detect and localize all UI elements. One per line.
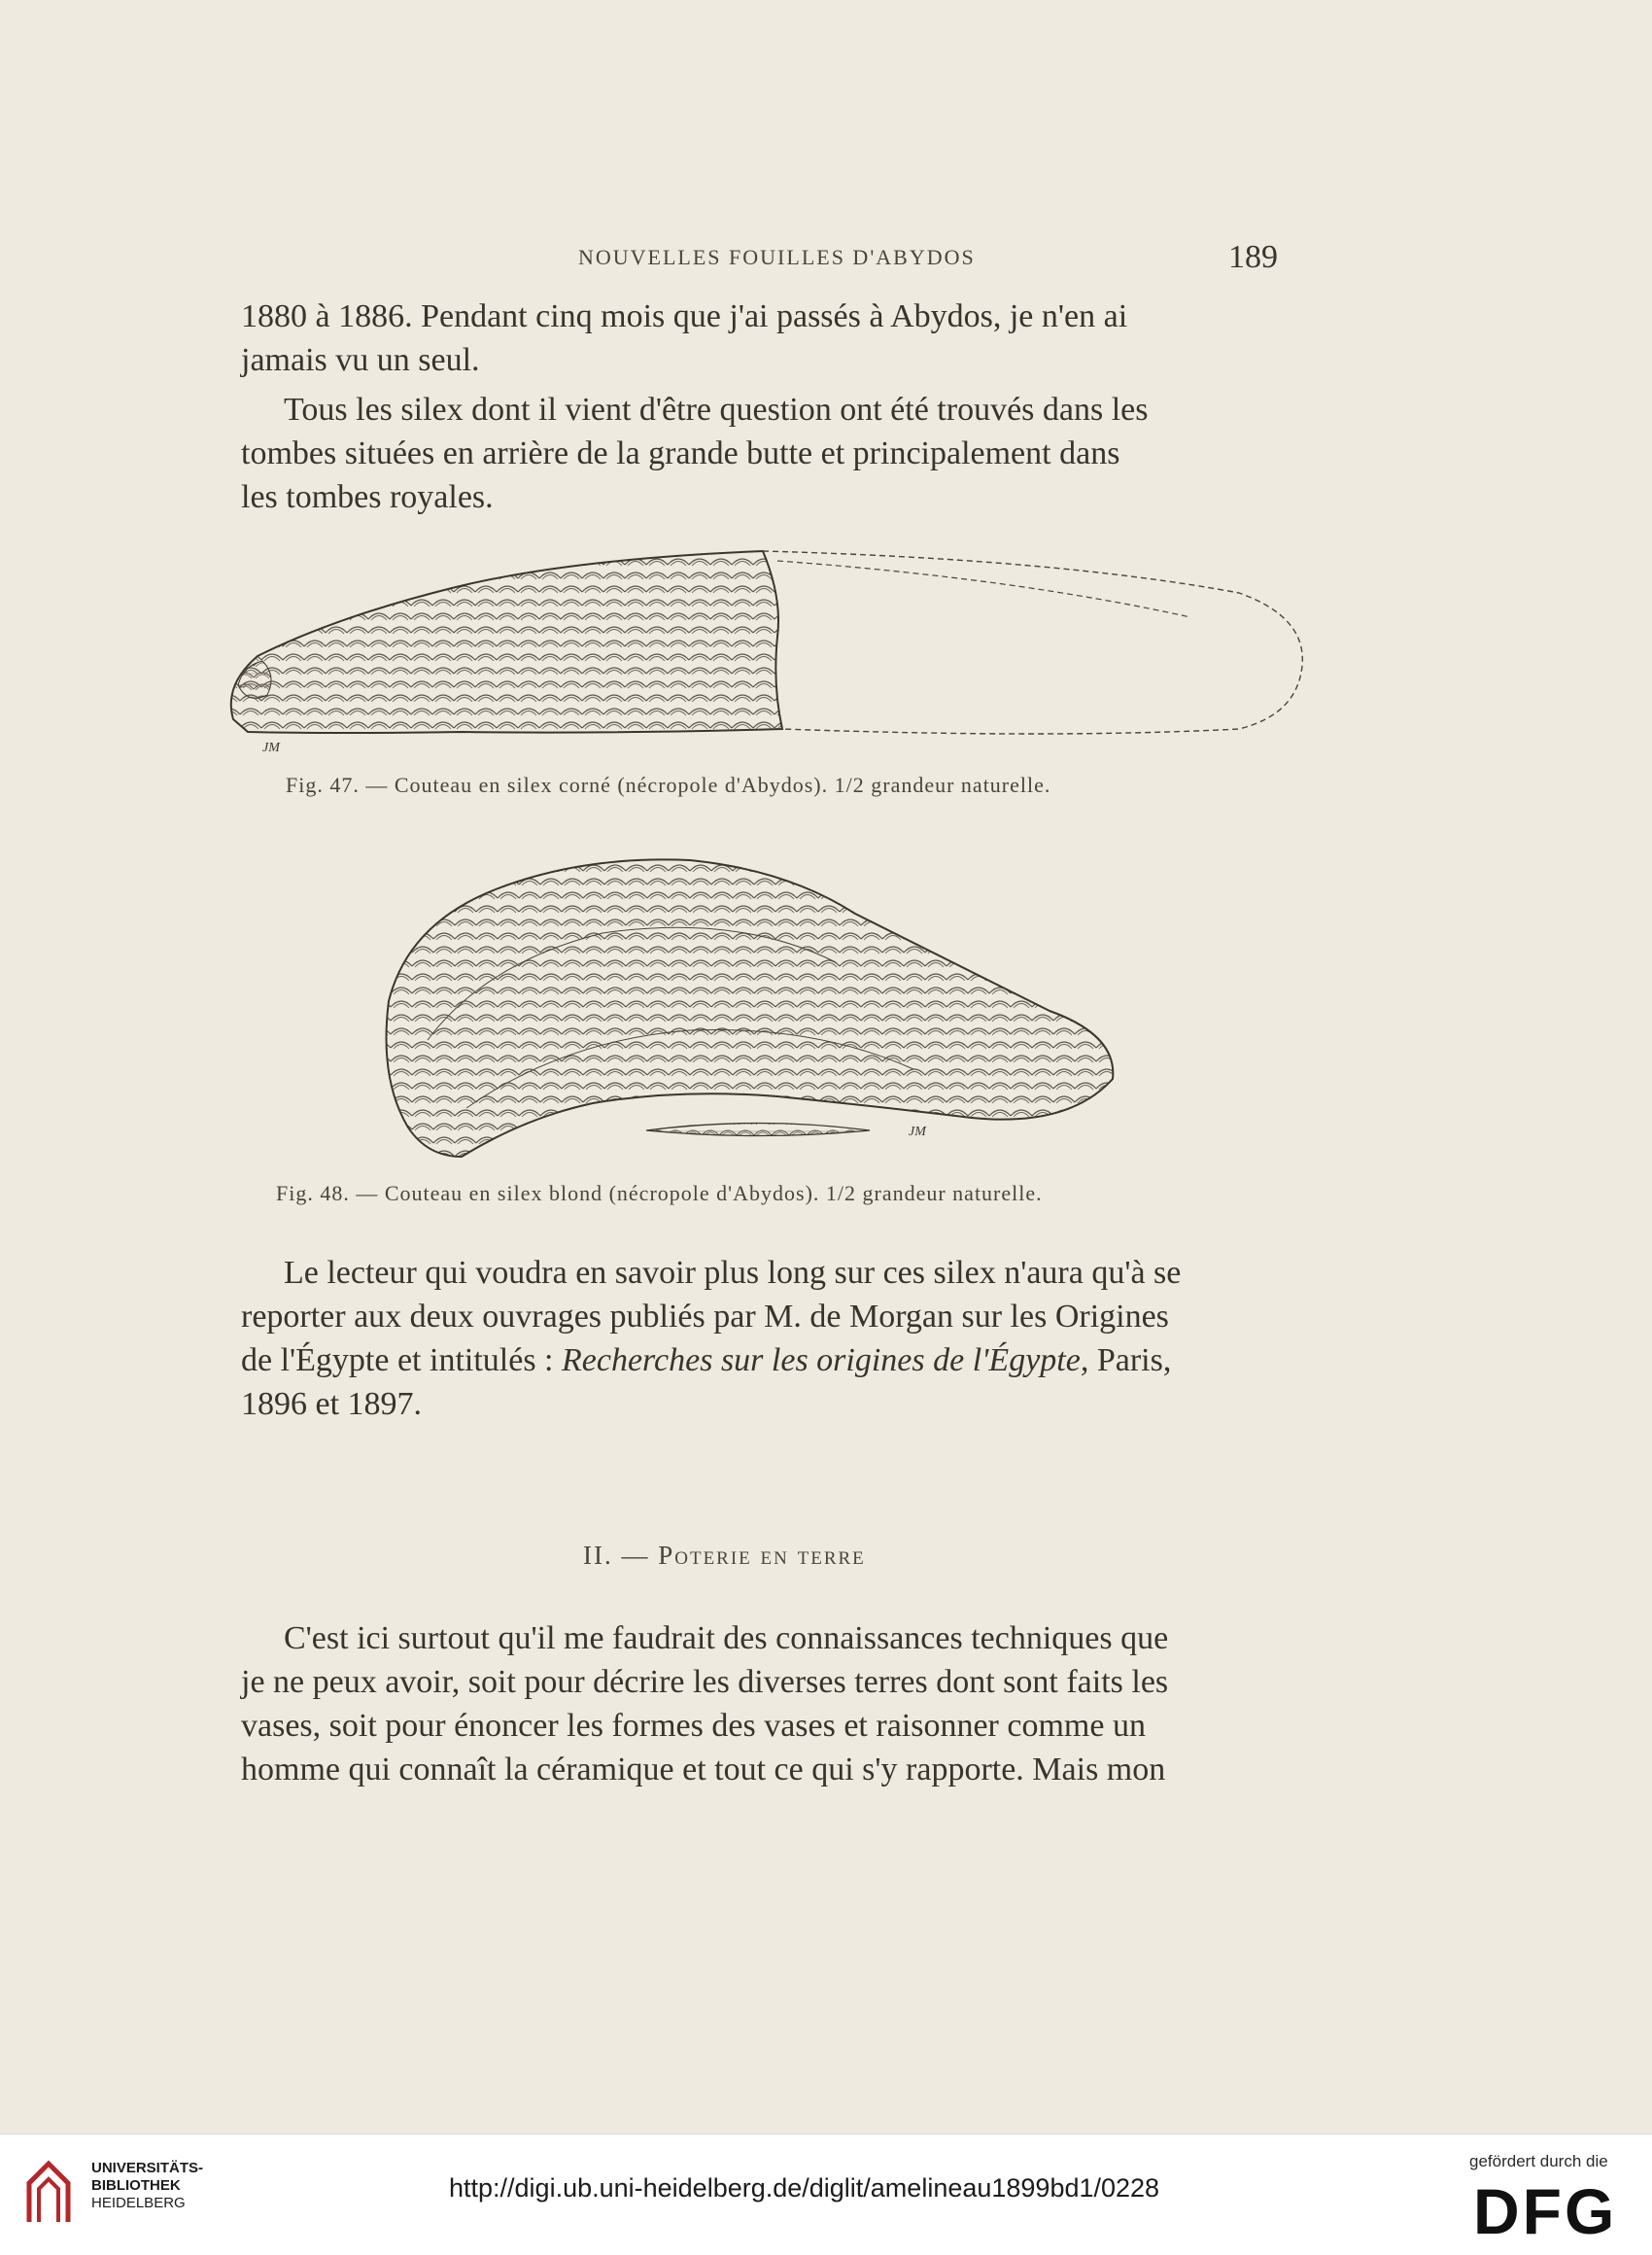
library-name-line: BIBLIOTHEK xyxy=(91,2177,181,2194)
text-line: vases, soit pour énoncer les formes des vases et raisonner comme un xyxy=(241,1708,1146,1744)
section-title: Poterie en terre xyxy=(658,1541,866,1570)
text-span: de l'Égypte et intitulés : xyxy=(241,1342,554,1378)
figure-48-knife-drawing xyxy=(369,846,1127,1157)
text-line: 1896 et 1897. xyxy=(241,1386,423,1422)
text-line: je ne peux avoir, soit pour décrire les diverses terres dont sont faits les xyxy=(241,1664,1169,1700)
paragraph-4 xyxy=(241,1616,1281,1791)
text-line: Le lecteur qui voudra en savoir plus long sur ces silex n'aura qu'à se xyxy=(284,1255,1182,1291)
library-logo-icon xyxy=(19,2154,78,2232)
figure-47-caption: Fig. 47. — Couteau en silex corné (nécropole d'Abydos). 1/2 grandeur naturelle. xyxy=(286,773,1051,797)
digitization-footer xyxy=(0,2134,1652,2255)
knife-outline-dashed xyxy=(763,551,1302,734)
text-line: 1880 à 1886. Pendant cinq mois que j'ai passés à Abydos, je n'en ai xyxy=(241,298,1128,334)
text-line xyxy=(241,1338,1281,1382)
text-line: tombes situées en arrière de la grande butte et principalement dans xyxy=(241,435,1120,471)
curved-knife-blade xyxy=(387,859,1114,1157)
text-span: Paris, xyxy=(1096,1342,1172,1378)
knife-blade xyxy=(231,551,782,733)
text-line: jamais vu un seul. xyxy=(241,342,480,378)
library-name-line: HEIDELBERG xyxy=(91,2195,186,2211)
book-title: Recherches sur les origines de l'Égypte, xyxy=(562,1342,1089,1378)
page-header xyxy=(0,241,1652,280)
knife-cross-section xyxy=(646,1124,870,1136)
section-heading xyxy=(583,1541,866,1571)
funded-by-label: gefördert durch die xyxy=(1469,2152,1608,2170)
engraver-signature: JM xyxy=(909,1125,926,1139)
engraver-signature: JM xyxy=(262,741,280,755)
running-title: NOUVELLES FOUILLES D'ABYDOS xyxy=(578,245,976,269)
paragraph-2 xyxy=(241,388,1281,519)
text-line: homme qui connaît la céramique et tout ce qui s'y rapporte. Mais mon xyxy=(241,1752,1166,1787)
text-line: reporter aux deux ouvrages publiés par M. de Morgan sur les Origines xyxy=(241,1299,1169,1335)
library-name xyxy=(91,2160,203,2212)
text-line: les tombes royales. xyxy=(241,479,494,515)
text-line: Tous les silex dont il vient d'être question ont été trouvés dans les xyxy=(284,392,1149,428)
paragraph-1 xyxy=(241,295,1281,382)
paragraph-3 xyxy=(241,1251,1281,1426)
page-number: 189 xyxy=(1228,239,1278,275)
section-number: II. — xyxy=(583,1541,650,1570)
library-name-line: UNIVERSITÄTS- xyxy=(91,2160,204,2176)
figure-47-knife-drawing xyxy=(219,539,1317,753)
permalink-url[interactable]: http://digi.ub.uni-heidelberg.de/diglit/amelineau1899bd1/0228 xyxy=(449,2173,1160,2203)
text-line: C'est ici surtout qu'il me faudrait des connaissances techniques que xyxy=(284,1620,1169,1656)
dfg-logo: DFG xyxy=(1473,2175,1618,2247)
figure-48-caption: Fig. 48. — Couteau en silex blond (nécropole d'Abydos). 1/2 grandeur naturelle. xyxy=(276,1181,1043,1205)
